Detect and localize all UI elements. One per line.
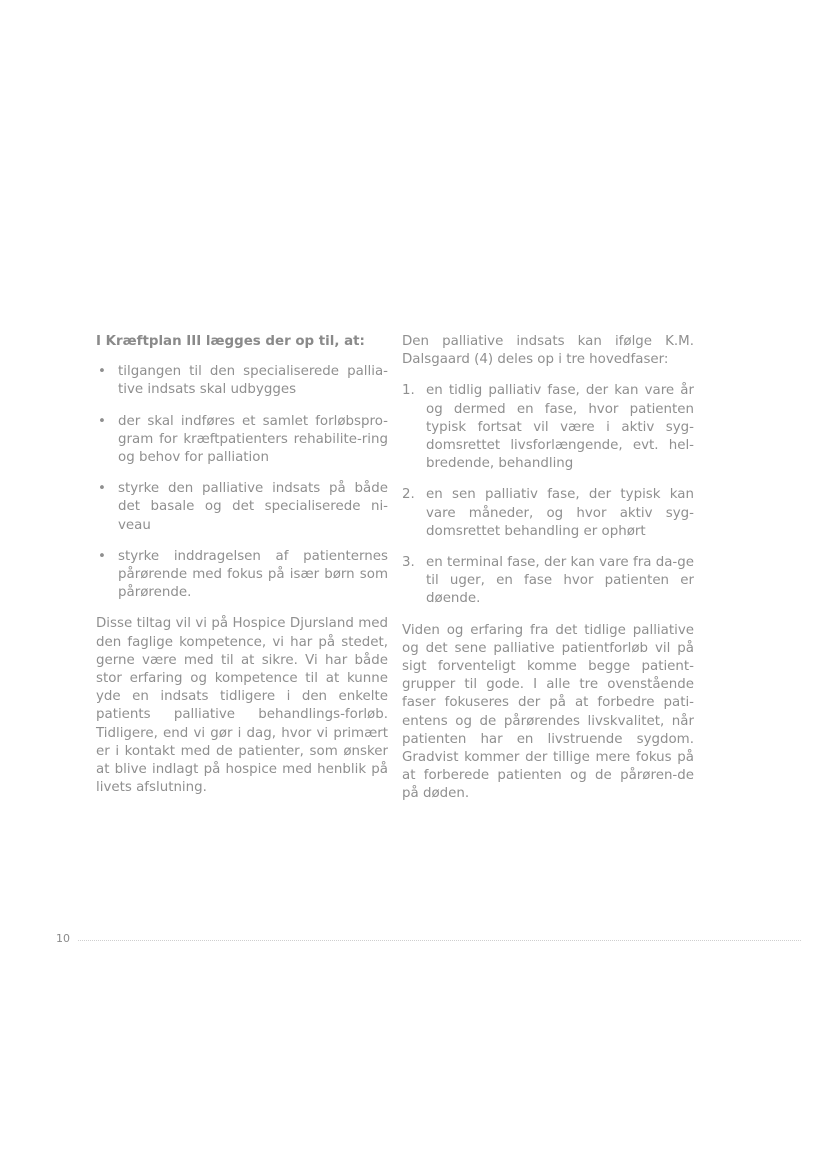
bullet-icon: • <box>98 413 106 429</box>
bullet-icon: • <box>98 364 106 380</box>
list-number: 2. <box>402 487 415 503</box>
bullet-list <box>96 363 388 602</box>
footer-divider <box>78 940 801 941</box>
body-paragraph: Viden og erfaring fra det tidlige palliative og det sene palliative patientforløb vil på sigt forventeligt komme begge patient-grupper til gode. I alle tre ovenstående faser fokuseres der på at forbedre pati-entens og de pårørendes livskvalitet, når patienten har en livstruende sygdom. Gradvist kommer der tillige mere fokus på at forberede patienten og de pårøren-de på døden. <box>402 622 694 802</box>
intro-paragraph: Den palliative indsats kan ifølge K.M. Dalsgaard (4) deles op i tre hovedfaser: <box>402 334 694 368</box>
list-number: 1. <box>402 383 415 399</box>
list-item: 1. en tidlig palliativ fase, der kan vare år og dermed en fase, hvor patienten typisk fortsat vil være i aktiv syg-domsrettet livsforlængende, evt. hel-bredende, behandling <box>402 383 694 472</box>
section-heading: I Kræftplan III lægges der op til, at: <box>96 334 365 349</box>
right-column <box>402 333 694 817</box>
list-number: 3. <box>402 555 415 571</box>
list-item: • tilgangen til den specialiserede pallia-tive indsats skal udbygges <box>98 364 388 398</box>
bullet-icon: • <box>98 481 106 497</box>
list-item: 2. en sen palliativ fase, der typisk kan vare måneder, og hvor aktiv syg-domsrettet behandling er ophørt <box>402 487 694 539</box>
list-item: 3. en terminal fase, der kan vare fra da-ge til uger, en fase hvor patienten er døende. <box>402 555 694 607</box>
body-paragraph: Disse tiltag vil vi på Hospice Djursland med den faglige kompetence, vi har på stedet, gerne være med til at sikre. Vi har både stor erfaring og kompetence til at kunne yde en indsats tidligere i den enkelte patients palliative behandlings-forløb. Tidligere, end vi gør i dag, hvor vi primært er i kontakt med de patienter, som ønsker at blive indlagt på hospice med henblik på livets afslutning. <box>96 616 388 796</box>
phase-list <box>402 382 694 608</box>
bullet-icon: • <box>98 548 106 564</box>
left-column <box>96 333 388 810</box>
list-item: • styrke den palliative indsats på både det basale og det specialiserede ni-veau <box>98 481 388 533</box>
page-number: 10 <box>56 932 70 945</box>
page-footer <box>56 932 801 948</box>
list-item: • der skal indføres et samlet forløbspro-gram for kræftpatienters rehabilite-ring og behov for palliation <box>98 413 388 466</box>
list-item: • styrke inddragelsen af patienternes pårørende med fokus på især børn som pårørende. <box>98 548 388 601</box>
